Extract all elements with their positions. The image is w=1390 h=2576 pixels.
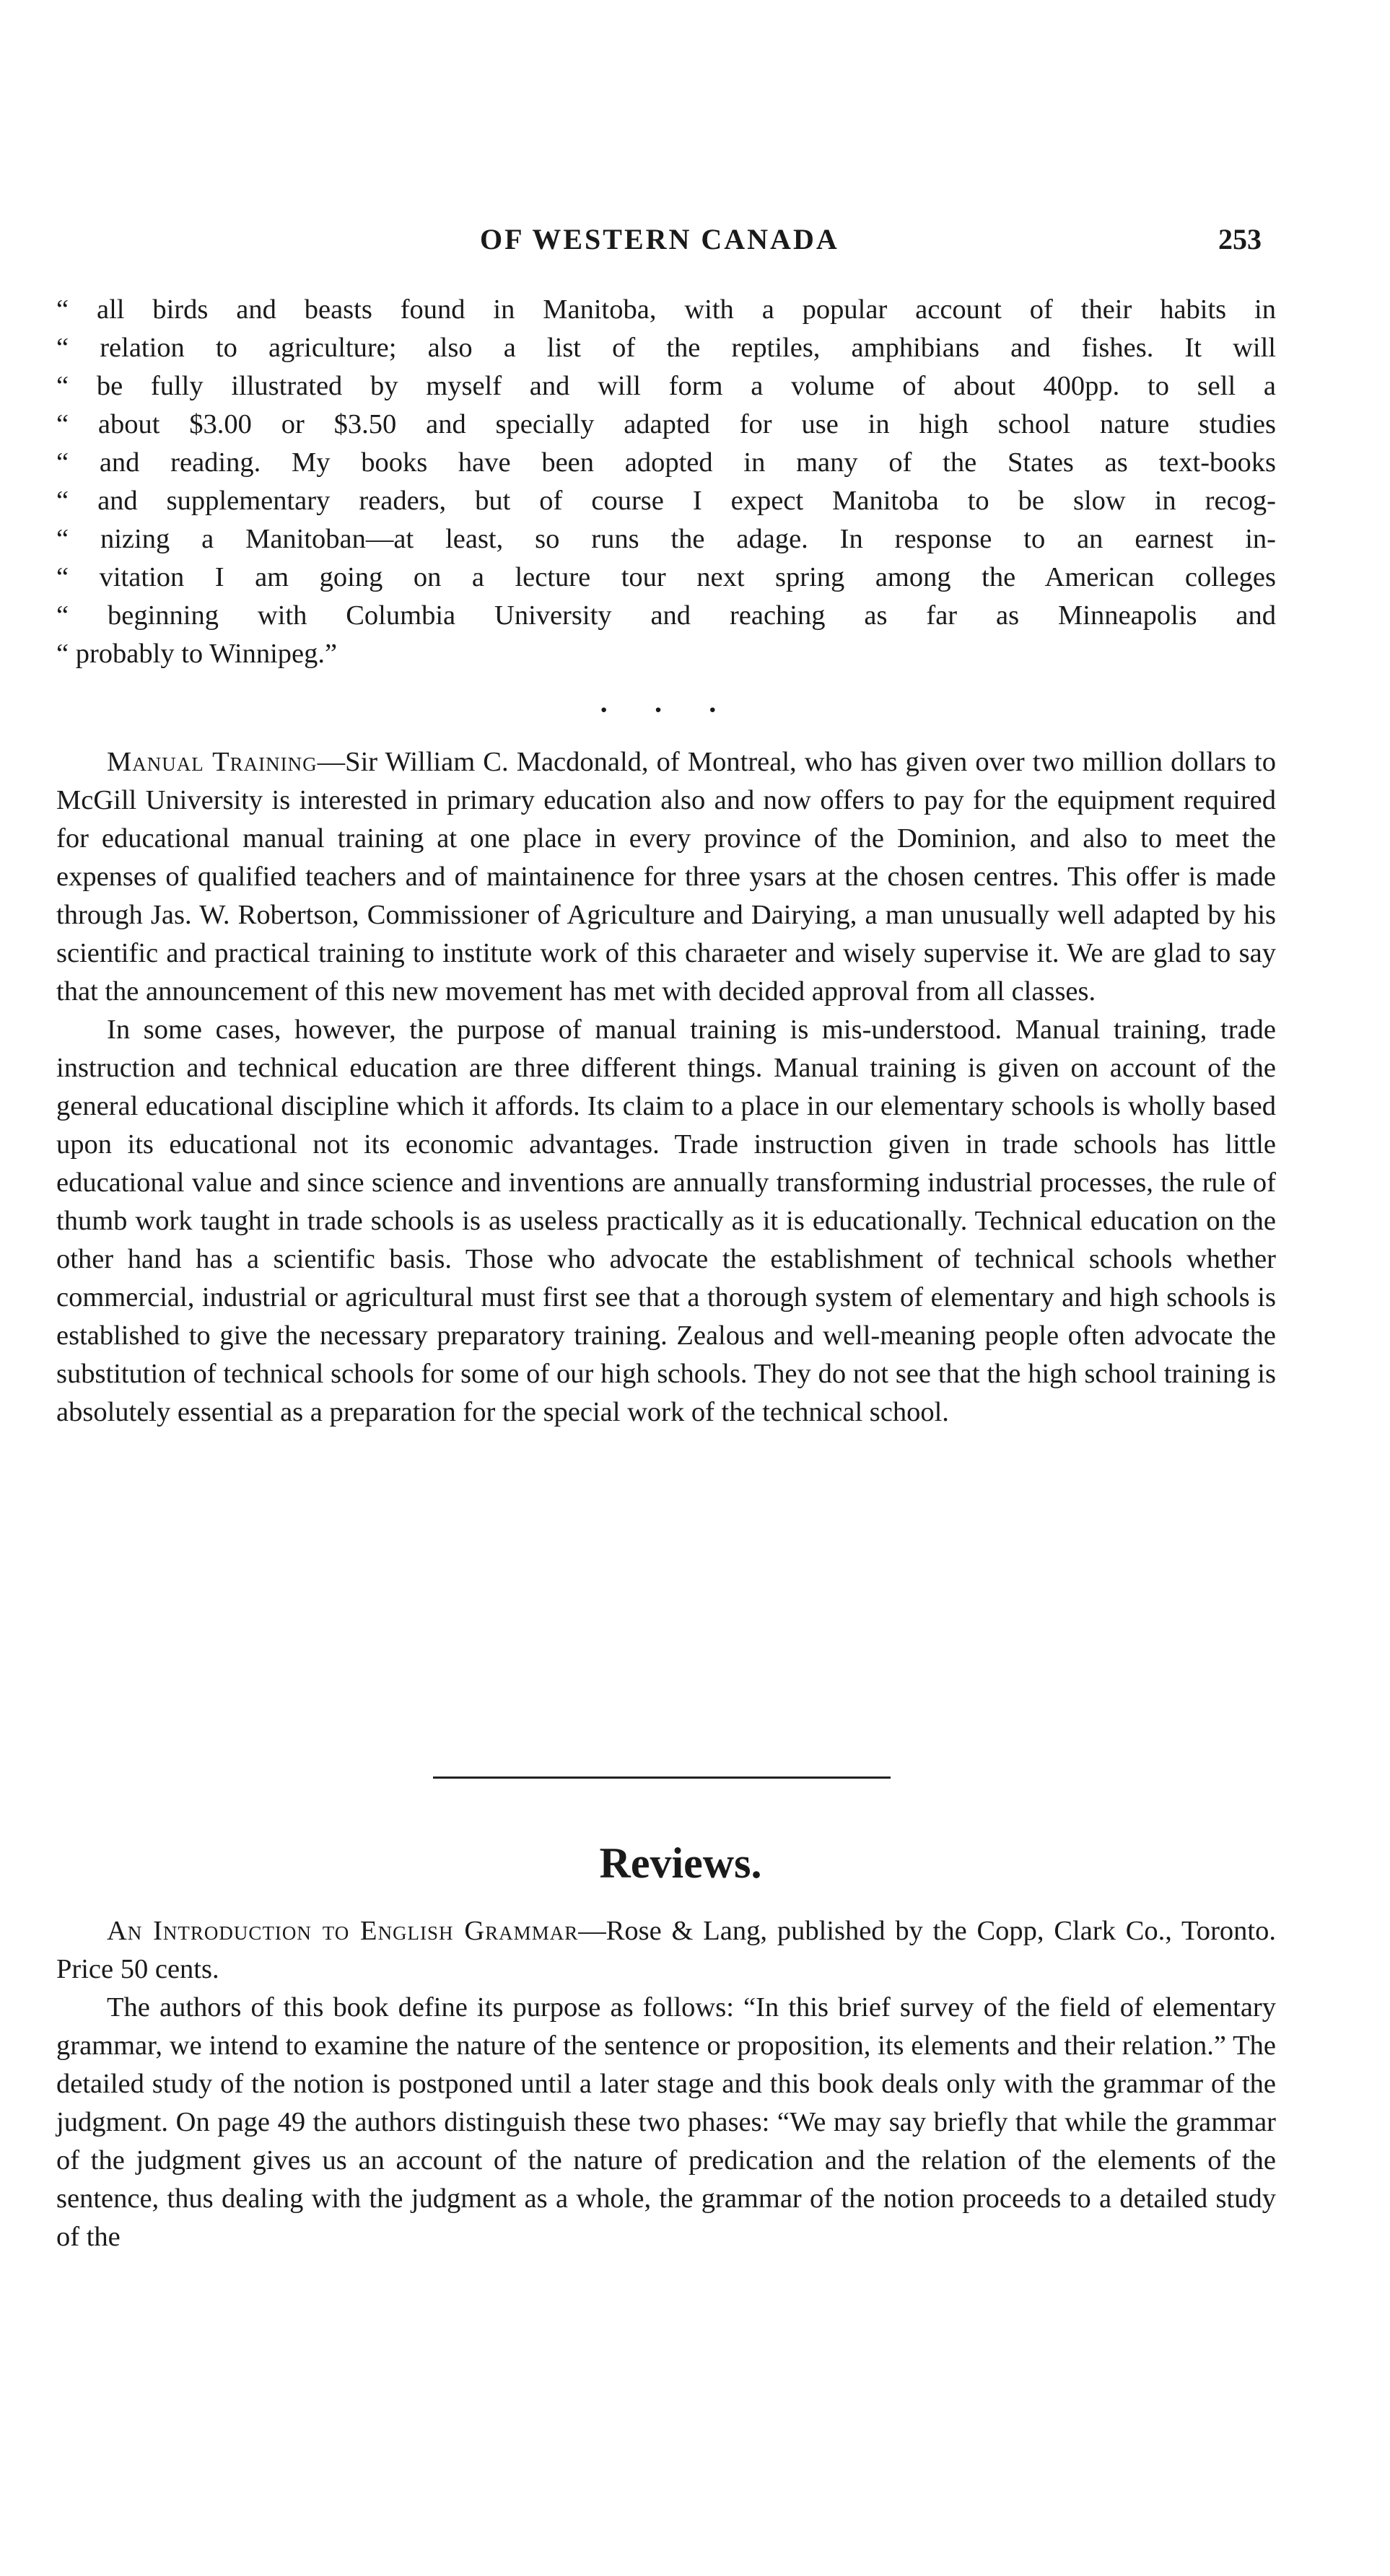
running-head — [0, 222, 1390, 266]
quote-line: “ relation to agriculture; also a list of the reptiles, amphibians and fishes. It will — [56, 333, 1276, 363]
horizontal-rule — [433, 1777, 891, 1779]
review-entry — [56, 1912, 1276, 2256]
quote-line: “ beginning with Columbia University and reaching as far as Minneapolis and — [56, 600, 1276, 631]
review-book-title: An Introduction to English Grammar — [107, 1916, 579, 1946]
article-paragraph — [56, 743, 1276, 1011]
article-heading: Manual Training — [107, 747, 318, 777]
quote-line: “ and reading. My books have been adopted in many of the States as text-books — [56, 447, 1276, 478]
quote-line: “ nizing a Manitoban—at least, so runs the adage. In response to an earnest in- — [56, 524, 1276, 554]
quote-line: “ vitation I am going on a lecture tour next spring among the American colleges — [56, 562, 1276, 592]
running-title: OF WESTERN CANADA — [480, 223, 839, 255]
manual-training-article — [56, 743, 1276, 1432]
quote-line: “ about $3.00 or $3.50 and specially adapted for use in high school nature studies — [56, 409, 1276, 439]
page-number: 253 — [1218, 223, 1262, 255]
review-citation — [56, 1912, 1276, 1989]
quote-line: “ and supplementary readers, but of course I expect Manitoba to be slow in recog- — [56, 486, 1276, 516]
review-paragraph: The authors of this book define its purpose as follows: “In this brief survey of the field of elementary grammar, we intend to examine the nature of the sentence or proposition, its elements and their relation.” The detailed study of the notion is postponed until a later stage and this book deals only with the grammar of the judgment. On page 49 the authors distinguish these two phases: “We may say briefly that while the grammar of the judgment gives us an account of the nature of predication and the relation of the elements of the sentence, thus dealing with the judgment as a whole, the grammar of the notion proceeds to a detailed study of the — [56, 1992, 1276, 2252]
article-paragraph: In some cases, however, the purpose of manual training is mis-understood. Manual training, trade instruction and technical education are three different things. Manual training is given on account of the general educational discipline which it affords. Its claim to a place in our elementary schools is wholly based upon its educational not its economic advantages. Trade instruction given in trade schools has little educational value and since science and inventions are annually transforming industrial processes, the rule of thumb work taught in trade schools is as useless practically as it is educationally. Technical education on the other hand has a scientific basis. Those who advocate the establishment of technical schools whether commercial, industrial or agricultural must first see that a thorough system of elementary and high schools is established to give the necessary preparatory training. Zealous and well-meaning people often advocate the substitution of technical schools for some of our high schools. They do not see that the high school training is absolutely essential as a preparation for the special work of the technical school. — [56, 1015, 1276, 1427]
quote-line: “ be fully illustrated by myself and will form a volume of about 400pp. to sell a — [56, 371, 1276, 401]
review-book-details: —Rose & Lang, published by the Copp, Clark Co., Toronto. Price 50 cents. — [56, 1916, 1276, 1984]
section-separator-dots: · · · — [599, 693, 737, 726]
quote-line: “ probably to Winnipeg.” — [56, 639, 338, 669]
quoted-letter — [56, 291, 1276, 673]
quote-line: “ all birds and beasts found in Manitoba, with a popular account of their habits in — [56, 294, 1276, 325]
article-paragraph-text: —Sir William C. Macdonald, of Montreal, who has given over two million dollars to McGill University is interested in primary education also and now offers to pay for the equipment required for educational manual training at one place in every province of the Dominion, and also to meet the expenses of qualified teachers and of maintainence for three ysars at the chosen centres. This offer is made through Jas. W. Robertson, Commissioner of Agriculture and Dairying, a man unusually well adapted by his scientific and practical training to institute work of this charaeter and wisely supervise it. We are glad to say that the announcement of this new movement has met with decided approval from all classes. — [56, 747, 1277, 1007]
reviews-heading: Reviews. — [599, 1839, 762, 1887]
